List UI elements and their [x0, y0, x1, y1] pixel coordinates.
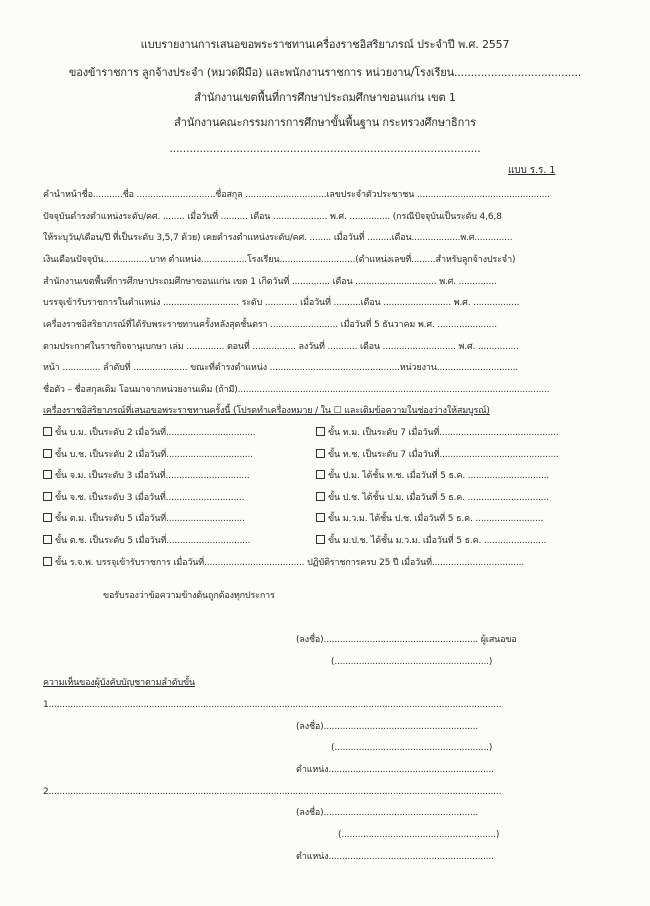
info-line-10: ชื่อตัว – ชื่อสกุลเดิม โอนมาจากหน่วยงานเดิม (ถ้ามี)................................................................................................................... [43, 385, 550, 395]
checkbox[interactable] [43, 470, 52, 479]
ministry-name: สำนักงานคณะกรรมการการศึกษาขั้นพื้นฐาน กระทรวงศึกษาธิการ [174, 116, 476, 129]
checkbox[interactable] [316, 492, 325, 501]
opinion-1-signature[interactable]: (ลงชื่อ)......................................................... [296, 722, 479, 732]
info-line-5: สำนักงานเขตพื้นที่การศึกษาประถมศึกษาขอนแก่น เขต 1 เกิดวันที่ .............. เดือน .............................. พ.ศ. .............. [43, 277, 497, 287]
checkbox[interactable] [316, 470, 325, 479]
opinion-1-position[interactable]: ตำแหน่ง............................................................. [296, 765, 494, 775]
supervisor-heading: ความเห็นของผู้บังคับบัญชาตามลำดับขั้น [43, 678, 196, 688]
option-jch[interactable]: ขั้น จ.ช. เป็นระดับ 3 เมื่อวันที่............................. [43, 492, 244, 504]
option-thch[interactable]: ขั้น ท.ช. เป็นระดับ 7 เมื่อวันที่............................................ [316, 449, 559, 461]
info-line-8: ตามประกาศในราชกิจจานุเบกษา เล่ม .............. ตอนที่ ................ ลงวันที่ ........... เดือน ........................... พ.ศ. ............... [43, 342, 519, 352]
option-pch[interactable]: ขั้น ป.ช. ได้ชั้น ป.ม. เมื่อวันที่ 5 ธ.ค. .............................. [316, 492, 549, 504]
option-mwm[interactable]: ขั้น ม.ว.ม. ได้ชั้น ป.ช. เมื่อวันที่ 5 ธ.ค. ......................... [316, 513, 543, 525]
option-pm[interactable]: ขั้น ป.ม. ได้ชั้น ท.ช. เมื่อวันที่ 5 ธ.ค. .............................. [316, 470, 549, 482]
opinion-2-name[interactable]: (.........................................................) [338, 830, 500, 840]
info-line-1: คำนำหน้าชื่อ...........ชื่อ .............................ชื่อสกุล ..............................เลขประจำตัวประชาชน ................................................. [43, 190, 550, 200]
info-line-7: เครื่องราชอิสริยาภรณ์ที่ได้รับพระราชทานครั้งหลังสุดชั้นตรา ......................... เมื่อวันที่ 5 ธันวาคม พ.ศ. ...................... [43, 320, 497, 330]
info-line-9: หน้า .............. ลำดับที่ .................... ขณะที่ดำรงตำแหน่ง ................................................หน่วยงาน.............................. [43, 363, 519, 373]
proposer-name[interactable]: (.........................................................) [331, 657, 493, 667]
office-name: สำนักงานเขตพื้นที่การศึกษาประถมศึกษาขอนแก่น เขต 1 [194, 91, 456, 104]
checkbox[interactable] [316, 513, 325, 522]
option-rjp[interactable]: ขั้น ร.จ.พ. บรรจุเข้ารับราชการ เมื่อวันที่..................................... ปฏิบัติราชการครบ 25 ปี เมื่อวันที่.................................. [43, 557, 524, 569]
proposal-heading: เครื่องราชอิสริยาภรณ์ที่เสนอขอพระราชทานครั้งนี้ (โปรดทำเครื่องหมาย / ใน ☐ และเติมข้อความในช่องว่างให้สมบูรณ์) [43, 406, 490, 416]
certification-text: ขอรับรองว่าข้อความข้างต้นถูกต้องทุกประการ [103, 591, 275, 601]
form-title: แบบรายงานการเสนอขอพระราชทานเครื่องราชอิสริยาภรณ์ ประจำปี พ.ศ. 2557 [140, 38, 510, 51]
checkbox[interactable] [43, 427, 52, 436]
option-bm[interactable]: ขั้น บ.ม. เป็นระดับ 2 เมื่อวันที่................................. [43, 427, 255, 439]
checkbox[interactable] [43, 513, 52, 522]
option-tm[interactable]: ขั้น ต.ม. เป็นระดับ 5 เมื่อวันที่............................. [43, 513, 245, 525]
option-mpch[interactable]: ขั้น ม.ป.ช. ได้ชั้น ม.ว.ม. เมื่อวันที่ 5 ธ.ค. ....................... [316, 535, 546, 547]
info-line-3: ให้ระบุวัน/เดือน/ปี ที่เป็นระดับ 3,5,7 ด้วย) เคยดำรงตำแหน่งระดับ/คศ. ........ เมื่อวันที่ .........เดือน..................พ.ศ.............. [43, 233, 513, 243]
checkbox[interactable] [43, 492, 52, 501]
info-line-2: ปัจจุบันดำรงตำแหน่งระดับ/คศ. ........ เมื่อวันที่ .......... เดือน .................... พ.ศ. ............... (กรณีปัจจุบันเป็นระดับ 4,6,8 [43, 212, 502, 222]
opinion-2-line[interactable]: 2....................................................................................................................................................................... [43, 787, 502, 797]
proposer-signature[interactable]: (ลงชื่อ)......................................................... ผู้เสนอขอ [296, 635, 517, 645]
info-line-6: บรรจุเข้ารับราชการในตำแหน่ง ............................ ระดับ ............ เมื่อวันที่ ..........เดือน ......................... พ.ศ. ................. [43, 298, 520, 308]
info-line-4: เงินเดือนปัจจุบัน.................บาท ตำแหน่ง.................โรงเรียน............................(ตำแหน่งเลขที่.........สำหรับลูกจ้างประจำ) [43, 255, 516, 265]
checkbox[interactable] [316, 449, 325, 458]
opinion-1-line[interactable]: 1....................................................................................................................................................................... [43, 700, 502, 710]
checkbox[interactable] [43, 535, 52, 544]
opinion-1-name[interactable]: (.........................................................) [331, 743, 493, 753]
option-bch[interactable]: ขั้น บ.ช. เป็นระดับ 2 เมื่อวันที่................................ [43, 449, 253, 461]
opinion-2-position[interactable]: ตำแหน่ง............................................................. [296, 852, 494, 862]
option-tch[interactable]: ขั้น ต.ช. เป็นระดับ 5 เมื่อวันที่............................... [43, 535, 250, 547]
option-thm[interactable]: ขั้น ท.ม. เป็นระดับ 7 เมื่อวันที่............................................ [316, 427, 558, 439]
option-jm[interactable]: ขั้น จ.ม. เป็นระดับ 3 เมื่อวันที่............................... [43, 470, 250, 482]
checkbox[interactable] [316, 427, 325, 436]
form-code: แบบ ร.ร. 1 [508, 165, 556, 176]
checkbox[interactable] [43, 449, 52, 458]
opinion-2-signature[interactable]: (ลงชื่อ)......................................................... [296, 808, 479, 818]
blank-line: ............................................................................................. [169, 142, 481, 155]
checkbox[interactable] [316, 535, 325, 544]
form-subtitle-unit: ของข้าราชการ ลูกจ้างประจำ (หมวดฝีมือ) และพนักงานราชการ หน่วยงาน/โรงเรียน...................................... [68, 66, 582, 79]
checkbox[interactable] [43, 557, 52, 566]
